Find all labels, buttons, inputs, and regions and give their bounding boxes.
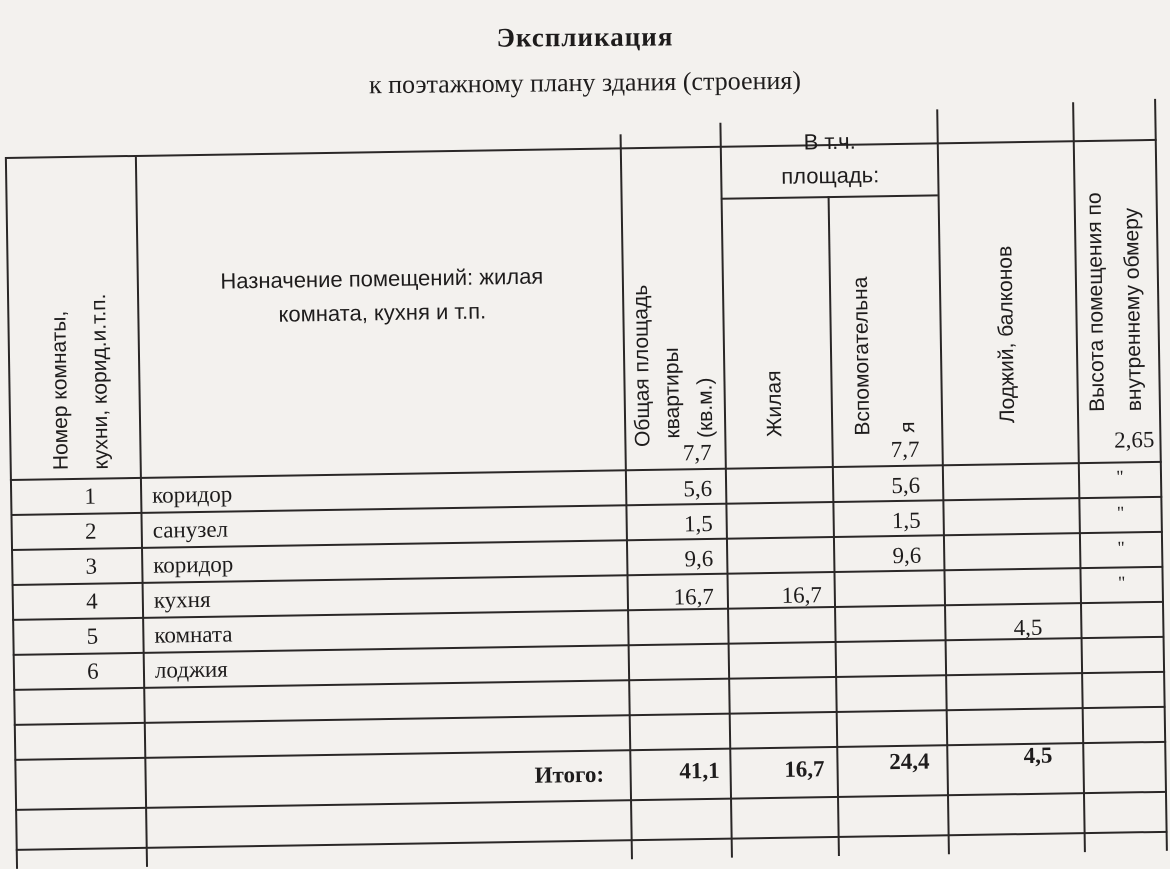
height-value: 2,65: [1113, 426, 1155, 453]
height-ditto: ": [1117, 537, 1125, 558]
room-number: 3: [85, 553, 98, 579]
row-line: [16, 831, 1168, 851]
total-area-value: 16,7: [673, 583, 715, 610]
row-line: [15, 791, 1167, 811]
header-purpose-line1: Назначение помещений: жилая: [220, 263, 544, 294]
total-area-value: 9,6: [684, 545, 714, 572]
height-ditto: ": [1116, 502, 1125, 523]
header-height-line1: Высота помещения по: [1082, 192, 1109, 413]
living-area-value: 16,7: [781, 582, 823, 608]
loggia-area-value: 4,5: [1013, 614, 1043, 641]
room-name: коридор: [151, 481, 233, 508]
aux-area-value: 9,6: [892, 542, 922, 569]
room-name: санузел: [152, 516, 229, 543]
header-incl-area-line1: В т.ч.: [803, 128, 856, 155]
document-subtitle: к поэтажному плану здания (строения): [368, 65, 802, 100]
header-total-area-line3: (кв.м.): [693, 377, 718, 439]
room-number: 4: [85, 588, 98, 614]
room-name: лоджия: [154, 656, 228, 683]
table-border-right: [1154, 99, 1168, 851]
header-loggias: Лоджий, балконов: [993, 245, 1020, 424]
header-total-area-line1: Общая площадь: [628, 284, 655, 448]
header-living: Жилая: [762, 370, 787, 438]
room-number: 5: [86, 623, 99, 649]
header-bottom-line: [10, 461, 1162, 481]
header-height-line2: внутреннему обмеру: [1119, 207, 1146, 412]
height-ditto: ": [1117, 572, 1126, 593]
totals-label: Итого:: [534, 761, 605, 788]
table-top-border: [5, 139, 1157, 159]
col-divider: [936, 109, 950, 854]
room-number: 1: [84, 483, 97, 509]
total-area-value: 1,5: [683, 510, 713, 537]
room-name: комната: [154, 621, 233, 648]
header-auxiliary-line1: Вспомогательна: [848, 276, 875, 436]
room-name: кухня: [153, 586, 211, 613]
totals-living-area: 16,7: [784, 756, 825, 782]
total-area-value: 5,6: [683, 475, 713, 502]
room-number: 6: [86, 658, 99, 684]
room-name: коридор: [153, 551, 234, 578]
aux-area-value: 1,5: [891, 507, 921, 534]
height-ditto: ": [1116, 466, 1124, 487]
totals-total-area: 41,1: [679, 757, 720, 784]
header-room-number-line2: кухни, корид.и.т.п.: [87, 293, 113, 470]
col-divider: [828, 196, 840, 856]
header-purpose-line2: комната, кухня и т.п.: [278, 298, 487, 327]
row-line: [14, 706, 1166, 726]
total-area-value: 7,7: [682, 439, 712, 466]
header-room-number-line1: Номер комнаты,: [47, 310, 73, 471]
header-total-area-line2: квартиры: [659, 347, 685, 439]
document-title: Экспликация: [496, 21, 674, 53]
header-incl-area-line2: площадь:: [781, 162, 880, 189]
room-number: 2: [84, 518, 97, 544]
totals-aux-area: 24,4: [889, 748, 930, 775]
aux-area-value: 5,6: [891, 472, 921, 499]
totals-loggia-area: 4,5: [1023, 742, 1053, 769]
aux-area-value: 7,7: [890, 436, 920, 463]
header-auxiliary-line2: я: [896, 421, 920, 434]
